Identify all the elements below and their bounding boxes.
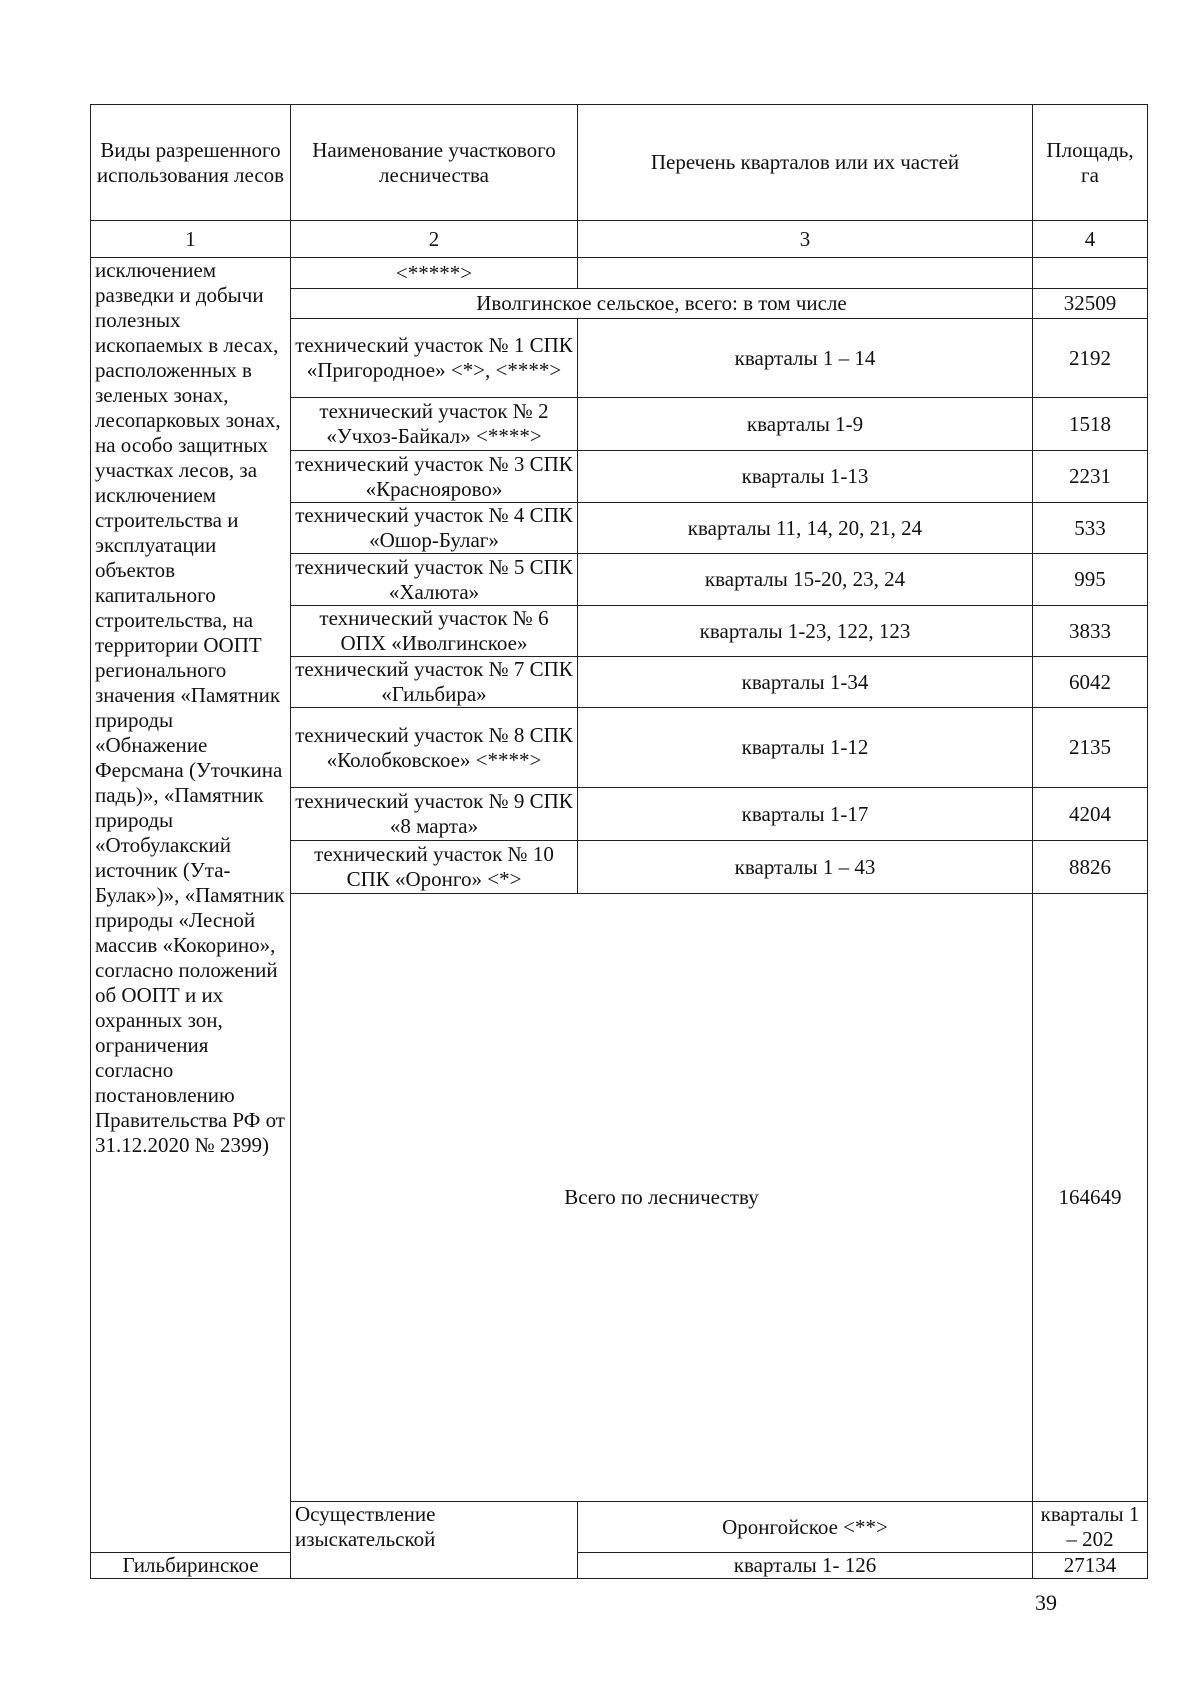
header-usage-types: Виды разрешенного использования лесов [91, 105, 291, 221]
total-label: Всего по лесничеству [291, 894, 1033, 1502]
header-forestry-name: Наименование участкового лесничества [291, 105, 578, 221]
usage-description: исключением разведки и добычи полезных ископаемых в лесах, расположенных в зеленых зонах, лесопарковых зонах, на особо защитных участках лесов, за исключением строительства и эксплуатации объектов капитального строительства, на территории ООПТ регионального значения «Памятник природы «Обнажение Ферсмана (Уточкина падь)», «Памятник природы «Отобулакский источник (Ута-Булак»)», «Памятник природы «Лесной массив «Кокорино», согласно положений об ООПТ и их охранных зон, ограничения согласно постановлению Правительства РФ от 31.12.2020 № 2399) [91, 258, 291, 1553]
note-row [91, 258, 1148, 289]
note-marker: <*****> [291, 258, 578, 289]
area: 2231 [1033, 451, 1148, 503]
forestry-name: технический участок № 5 СПК «Халюта» [291, 554, 578, 606]
area: 2135 [1033, 708, 1148, 788]
forestry-name: технический участок № 2 «Учхоз-Байкал» <****> [291, 398, 578, 451]
area: 6042 [1033, 657, 1148, 708]
area: 1518 [1033, 398, 1148, 451]
forestry-name: технический участок № 7 СПК «Гильбира» [291, 657, 578, 708]
quarters: кварталы 1-17 [578, 788, 1033, 841]
forestry-name: Гильбиринское [91, 1553, 291, 1579]
forestry-name: технический участок № 9 СПК «8 марта» [291, 788, 578, 841]
area: 3833 [1033, 606, 1148, 657]
empty-cell [1033, 258, 1148, 289]
area: 995 [1033, 554, 1148, 606]
forestry-name: технический участок № 4 СПК «Ошор-Булаг» [291, 503, 578, 554]
quarters: кварталы 1 – 202 [1033, 1502, 1148, 1553]
forestry-name: Оронгойское <**> [578, 1502, 1033, 1553]
quarters: кварталы 1 – 43 [578, 841, 1033, 894]
quarters: кварталы 15-20, 23, 24 [578, 554, 1033, 606]
table-row [91, 1553, 1148, 1579]
quarters: кварталы 1-13 [578, 451, 1033, 503]
area: 2192 [1033, 319, 1148, 398]
forestry-name: технический участок № 3 СПК «Краснoярово» [291, 451, 578, 503]
quarters: кварталы 1-9 [578, 398, 1033, 451]
quarters: кварталы 11, 14, 20, 21, 24 [578, 503, 1033, 554]
subtotal-label: Иволгинское сельское, всего: в том числе [291, 289, 1033, 319]
forest-usage-table [90, 104, 1148, 1579]
header-row [91, 105, 1148, 221]
forestry-name: технический участок № 6 ОПХ «Иволгинское» [291, 606, 578, 657]
column-number: 3 [578, 221, 1033, 258]
area: 8826 [1033, 841, 1148, 894]
usage-description: Осуществление изыскательской [291, 1502, 578, 1579]
quarters: кварталы 1-23, 122, 123 [578, 606, 1033, 657]
quarters: кварталы 1 – 14 [578, 319, 1033, 398]
area: 27134 [1033, 1553, 1148, 1579]
quarters: кварталы 1-34 [578, 657, 1033, 708]
forestry-name: технический участок № 10 СПК «Оронго» <*> [291, 841, 578, 894]
quarters: кварталы 1-12 [578, 708, 1033, 788]
header-area: Площадь, га [1033, 105, 1148, 221]
page-number: 39 [1035, 1590, 1057, 1615]
subtotal-area: 32509 [1033, 289, 1148, 319]
header-quarters-list: Перечень кварталов или их частей [578, 105, 1033, 221]
column-number-row [91, 221, 1148, 258]
quarters: кварталы 1- 126 [578, 1553, 1033, 1579]
column-number: 2 [291, 221, 578, 258]
forestry-name: технический участок № 1 СПК «Пригородное» <*>, <****> [291, 319, 578, 398]
empty-cell [578, 258, 1033, 289]
forestry-name: технический участок № 8 СПК «Колобковское» <****> [291, 708, 578, 788]
total-area: 164649 [1033, 894, 1148, 1502]
area: 4204 [1033, 788, 1148, 841]
column-number: 1 [91, 221, 291, 258]
column-number: 4 [1033, 221, 1148, 258]
area: 533 [1033, 503, 1148, 554]
